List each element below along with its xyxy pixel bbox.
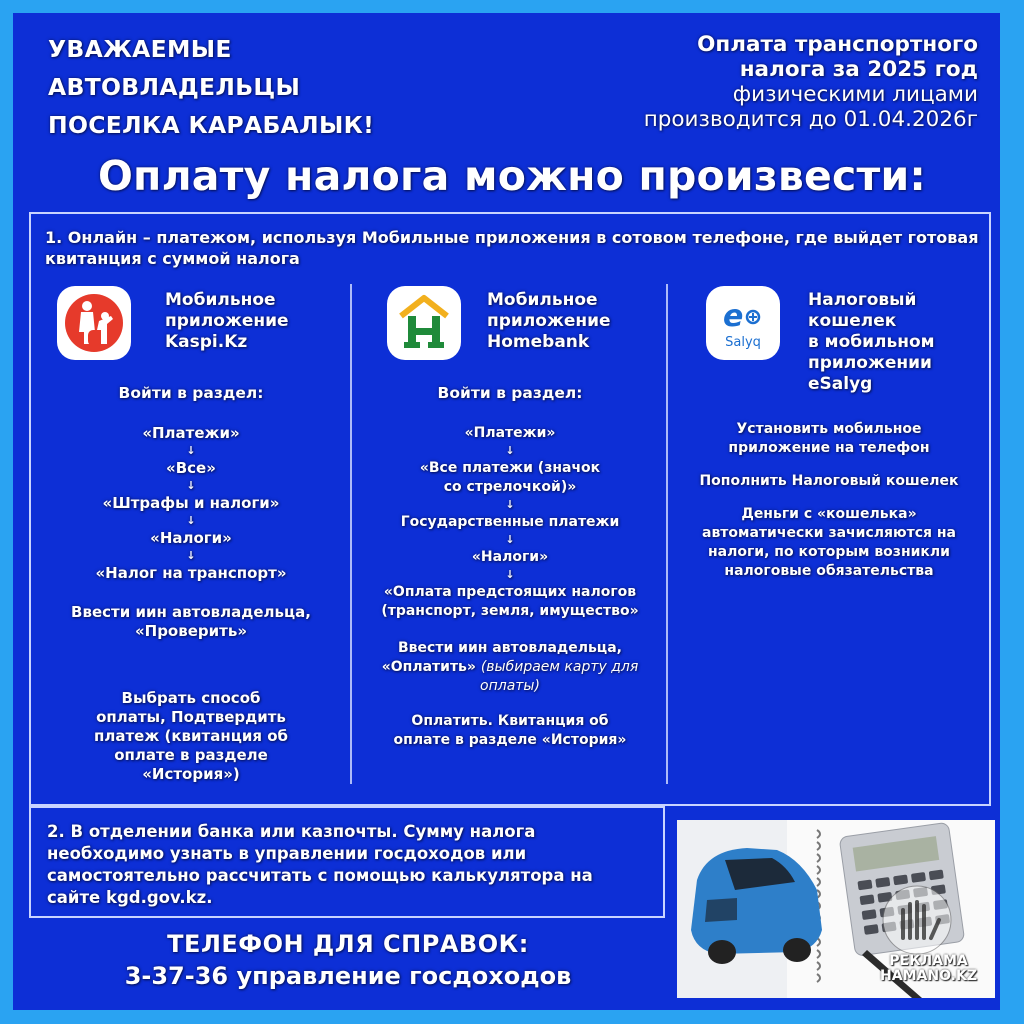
greeting-heading: [48, 30, 374, 144]
arrow-down-icon: ↓: [186, 479, 196, 492]
contact-phone: [30, 928, 666, 992]
phone-number: 3-37-36 управление госдоходов: [124, 962, 572, 990]
instruction: [373, 639, 647, 696]
instruction: Пополнить Налоговый кошелек: [699, 473, 959, 489]
notice-line: налога за 2025 год: [739, 57, 978, 82]
greeting-line: ПОСЕЛКА КАРАБАЛЫК!: [48, 111, 375, 139]
arrow-down-icon: ↓: [505, 444, 515, 457]
app-name: [808, 290, 935, 395]
arrow-down-icon: ↓: [186, 549, 196, 562]
app-name: [487, 290, 611, 353]
homebank-column: [353, 280, 667, 800]
instruction-bold: Ввести иин автовладельца, «Оплатить»: [381, 640, 622, 675]
step: «Оплата предстоящих налогов (транспорт, земля, имущество»: [381, 584, 639, 619]
instruction-note: (выбираем карту для оплаты): [480, 659, 639, 694]
step: «Все»: [166, 459, 216, 477]
app-name-line: в мобильном: [808, 332, 935, 352]
car-calculator-photo: [677, 820, 995, 998]
app-name-line: Homebank: [487, 332, 590, 352]
instruction: Установить мобильное приложение на телефон: [728, 421, 930, 456]
notice-line: физическими лицами: [732, 82, 978, 107]
step: «Налог на транспорт»: [95, 564, 287, 582]
bank-payment-section: [29, 806, 665, 918]
app-name-line: Налоговый: [808, 290, 917, 310]
section2-text: 2. В отделении банка или казпочты. Сумму налога необходимо узнать в управлении госдоходов или самостоятельно рассчитать с помощью калькулятора на сайте kgd.gov.kz.: [47, 822, 593, 907]
arrow-down-icon: ↓: [505, 498, 515, 511]
step: «Налоги»: [471, 549, 549, 565]
kaspi-column: [31, 280, 351, 800]
app-name-line: кошелек: [808, 311, 897, 331]
app-name-line: eSalyg: [808, 374, 873, 394]
arrow-down-icon: ↓: [505, 533, 515, 546]
app-name-line: приложение: [487, 311, 611, 331]
arrow-down-icon: ↓: [186, 514, 196, 527]
app-name: [165, 290, 289, 353]
watermark-line: РЕКЛАМА: [889, 953, 968, 969]
instruction: Выбрать способ оплаты, Подтвердить платеж (квитанция об оплате в разделе «История»): [94, 689, 288, 783]
app-name-line: Мобильное: [165, 290, 276, 310]
homebank-icon[interactable]: [387, 286, 461, 360]
arrow-down-icon: ↓: [186, 444, 196, 457]
step-list: [353, 424, 667, 621]
step: «Штрафы и налоги»: [102, 494, 280, 512]
kaspi-icon[interactable]: [57, 286, 131, 360]
deadline-notice: [644, 32, 978, 132]
arrow-down-icon: ↓: [505, 568, 515, 581]
esalyq-icon[interactable]: [706, 286, 780, 360]
step: «Платежи»: [142, 424, 240, 442]
watermark: [880, 954, 977, 984]
greeting-line: УВАЖАЕМЫЕ: [48, 35, 232, 63]
watermark-line: HAMANO.KZ: [880, 968, 977, 984]
svg-text:Salyq: Salyq: [725, 335, 761, 350]
instruction: Ввести иин автовладельца, «Проверить»: [71, 603, 311, 640]
notice-line: Оплата транспортного: [697, 32, 978, 57]
instruction: Деньги с «кошелька» автоматически зачисляются на налоги, по которым возникли налоговые обязательства: [702, 506, 956, 579]
step: «Налоги»: [150, 529, 232, 547]
svg-text:e: e: [723, 299, 744, 334]
step: «Все платежи (значок со стрелочкой)»: [419, 460, 601, 495]
section1-title: 1. Онлайн – платежом, используя Мобильные приложения в сотовом телефоне, где выйдет готовая квитанция с суммой налога: [45, 228, 979, 268]
main-title: Оплату налога можно произвести:: [98, 152, 926, 200]
greeting-line: АВТОВЛАДЕЛЬЦЫ: [48, 73, 301, 101]
phone-label: ТЕЛЕФОН ДЛЯ СПРАВОК:: [167, 930, 529, 958]
step-list: [31, 424, 351, 583]
step: «Платежи»: [464, 425, 556, 441]
app-name-line: Kaspi.Kz: [165, 332, 248, 352]
step: Государственные платежи: [400, 514, 620, 530]
enter-section-label: Войти в раздел:: [118, 384, 264, 402]
app-name-line: приложение: [165, 311, 289, 331]
enter-section-label: Войти в раздел:: [437, 384, 583, 402]
online-payment-section: [29, 212, 991, 806]
instruction: Оплатить. Квитанция об оплате в разделе «История»: [393, 713, 627, 748]
app-name-line: Мобильное: [487, 290, 598, 310]
app-name-line: приложении: [808, 353, 932, 373]
esalyq-column: [668, 280, 990, 800]
notice-line: производится до 01.04.2026г: [643, 107, 978, 132]
